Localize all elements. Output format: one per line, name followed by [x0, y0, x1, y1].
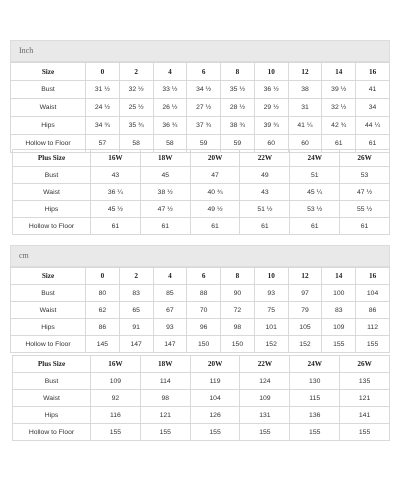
- table-row: [11, 319, 390, 336]
- measurement-value: 85: [153, 285, 187, 302]
- inch-size-table: [10, 62, 390, 153]
- column-header-size: 18W: [140, 150, 190, 167]
- measurement-value: 36 ¼: [91, 184, 141, 201]
- measurement-value: 83: [322, 302, 356, 319]
- measurement-value: 55 ½: [340, 201, 390, 218]
- table-row: [11, 117, 390, 135]
- measurement-value: 83: [119, 285, 153, 302]
- measurement-value: 136: [290, 407, 340, 424]
- column-header-size: 20W: [190, 356, 240, 373]
- measurement-value: 39 ¾: [254, 117, 288, 135]
- column-header-size: 10: [254, 63, 288, 81]
- measurement-value: 34: [356, 99, 390, 117]
- measurement-value: 60: [254, 135, 288, 153]
- column-header-size: 6: [187, 63, 221, 81]
- inch-plus-size-table: [12, 149, 390, 235]
- measurement-value: 45: [140, 167, 190, 184]
- measurement-value: 53 ½: [290, 201, 340, 218]
- table-row: [11, 81, 390, 99]
- table-row: [13, 218, 390, 235]
- measurement-value: 36 ¾: [153, 117, 187, 135]
- measurement-value: 28 ½: [221, 99, 255, 117]
- measurement-value: 34 ¾: [86, 117, 120, 135]
- measurement-label: Bust: [11, 285, 86, 302]
- column-header-size: 16W: [91, 150, 141, 167]
- measurement-value: 86: [356, 302, 390, 319]
- measurement-value: 61: [290, 218, 340, 235]
- column-header-label: Plus Size: [13, 356, 91, 373]
- cm-plus-size-table: [12, 355, 390, 441]
- measurement-label: Hips: [13, 407, 91, 424]
- measurement-value: 155: [356, 336, 390, 353]
- column-header-size: 0: [86, 63, 120, 81]
- measurement-value: 150: [221, 336, 255, 353]
- measurement-value: 58: [119, 135, 153, 153]
- column-header-size: 24W: [290, 150, 340, 167]
- column-header-size: 22W: [240, 356, 290, 373]
- measurement-value: 150: [187, 336, 221, 353]
- measurement-value: 51: [290, 167, 340, 184]
- measurement-value: 135: [340, 373, 390, 390]
- column-header-size: 12: [288, 63, 322, 81]
- measurement-value: 147: [153, 336, 187, 353]
- measurement-value: 33 ½: [153, 81, 187, 99]
- table-row: [13, 201, 390, 218]
- measurement-value: 42 ¾: [322, 117, 356, 135]
- measurement-value: 121: [140, 407, 190, 424]
- measurement-value: 147: [119, 336, 153, 353]
- measurement-value: 121: [340, 390, 390, 407]
- measurement-value: 53: [340, 167, 390, 184]
- measurement-value: 61: [322, 135, 356, 153]
- column-header-size: 10: [254, 268, 288, 285]
- measurement-label: Bust: [13, 167, 91, 184]
- column-header-size: 12: [288, 268, 322, 285]
- measurement-label: Waist: [13, 184, 91, 201]
- measurement-label: Hollow to Floor: [13, 424, 91, 441]
- header-row: [13, 356, 390, 373]
- measurement-value: 31: [288, 99, 322, 117]
- measurement-value: 35 ½: [221, 81, 255, 99]
- column-header-size: 16: [356, 63, 390, 81]
- measurement-value: 60: [288, 135, 322, 153]
- column-header-size: 4: [153, 63, 187, 81]
- column-header-size: 14: [322, 63, 356, 81]
- measurement-value: 92: [91, 390, 141, 407]
- measurement-value: 145: [86, 336, 120, 353]
- measurement-value: 38 ¾: [221, 117, 255, 135]
- table-row: [11, 336, 390, 353]
- unit-label-cm: cm: [19, 251, 29, 260]
- measurement-value: 112: [356, 319, 390, 336]
- measurement-value: 38 ½: [140, 184, 190, 201]
- column-header-label: Size: [11, 63, 86, 81]
- measurement-label: Hips: [13, 201, 91, 218]
- measurement-value: 152: [254, 336, 288, 353]
- measurement-label: Hollow to Floor: [11, 135, 86, 153]
- measurement-value: 96: [187, 319, 221, 336]
- measurement-label: Waist: [13, 390, 91, 407]
- measurement-value: 75: [254, 302, 288, 319]
- measurement-value: 45 ½: [91, 201, 141, 218]
- measurement-value: 67: [153, 302, 187, 319]
- column-header-size: 26W: [340, 356, 390, 373]
- measurement-value: 126: [190, 407, 240, 424]
- cm-size-table: [10, 267, 390, 353]
- measurement-value: 109: [322, 319, 356, 336]
- measurement-value: 90: [221, 285, 255, 302]
- measurement-value: 70: [187, 302, 221, 319]
- inch-section-header: [10, 40, 390, 62]
- table-row: [13, 407, 390, 424]
- measurement-value: 32 ½: [322, 99, 356, 117]
- column-header-size: 2: [119, 268, 153, 285]
- measurement-label: Hips: [11, 117, 86, 135]
- column-header-size: 22W: [240, 150, 290, 167]
- measurement-value: 41 ¼: [288, 117, 322, 135]
- measurement-value: 80: [86, 285, 120, 302]
- column-header-size: 24W: [290, 356, 340, 373]
- measurement-value: 72: [221, 302, 255, 319]
- column-header-size: 8: [221, 63, 255, 81]
- measurement-value: 155: [190, 424, 240, 441]
- column-header-size: 14: [322, 268, 356, 285]
- measurement-label: Bust: [11, 81, 86, 99]
- measurement-value: 37 ¾: [187, 117, 221, 135]
- measurement-value: 43: [240, 184, 290, 201]
- measurement-value: 45 ¼: [290, 184, 340, 201]
- measurement-value: 31 ½: [86, 81, 120, 99]
- measurement-value: 44 ¼: [356, 117, 390, 135]
- measurement-value: 61: [240, 218, 290, 235]
- column-header-label: Plus Size: [13, 150, 91, 167]
- measurement-value: 93: [153, 319, 187, 336]
- measurement-value: 61: [91, 218, 141, 235]
- measurement-label: Hollow to Floor: [13, 218, 91, 235]
- measurement-value: 47 ½: [140, 201, 190, 218]
- measurement-value: 104: [190, 390, 240, 407]
- measurement-value: 57: [86, 135, 120, 153]
- measurement-value: 131: [240, 407, 290, 424]
- measurement-value: 47: [190, 167, 240, 184]
- measurement-value: 62: [86, 302, 120, 319]
- column-header-size: 4: [153, 268, 187, 285]
- measurement-label: Bust: [13, 373, 91, 390]
- measurement-value: 29 ½: [254, 99, 288, 117]
- measurement-value: 79: [288, 302, 322, 319]
- column-header-size: 6: [187, 268, 221, 285]
- table-row: [13, 373, 390, 390]
- measurement-value: 155: [91, 424, 141, 441]
- table-row: [13, 390, 390, 407]
- measurement-value: 109: [91, 373, 141, 390]
- measurement-value: 34 ½: [187, 81, 221, 99]
- table-row: [11, 99, 390, 117]
- measurement-value: 152: [288, 336, 322, 353]
- measurement-value: 41: [356, 81, 390, 99]
- measurement-value: 100: [322, 285, 356, 302]
- measurement-value: 155: [340, 424, 390, 441]
- measurement-value: 59: [187, 135, 221, 153]
- measurement-value: 155: [322, 336, 356, 353]
- header-row: [11, 63, 390, 81]
- measurement-value: 116: [91, 407, 141, 424]
- measurement-value: 51 ½: [240, 201, 290, 218]
- table-row: [13, 424, 390, 441]
- measurement-value: 86: [86, 319, 120, 336]
- measurement-label: Waist: [11, 99, 86, 117]
- measurement-value: 26 ½: [153, 99, 187, 117]
- measurement-value: 155: [290, 424, 340, 441]
- measurement-value: 114: [140, 373, 190, 390]
- measurement-value: 109: [240, 390, 290, 407]
- measurement-value: 61: [190, 218, 240, 235]
- measurement-label: Hollow to Floor: [11, 336, 86, 353]
- measurement-value: 98: [221, 319, 255, 336]
- unit-label-inch: Inch: [19, 46, 34, 55]
- measurement-value: 61: [340, 218, 390, 235]
- column-header-size: 2: [119, 63, 153, 81]
- measurement-value: 24 ½: [86, 99, 120, 117]
- measurement-value: 36 ½: [254, 81, 288, 99]
- table-row: [11, 302, 390, 319]
- measurement-value: 105: [288, 319, 322, 336]
- measurement-value: 88: [187, 285, 221, 302]
- measurement-value: 61: [356, 135, 390, 153]
- measurement-value: 49: [240, 167, 290, 184]
- measurement-value: 119: [190, 373, 240, 390]
- measurement-value: 38: [288, 81, 322, 99]
- table-row: [11, 285, 390, 302]
- table-row: [13, 167, 390, 184]
- measurement-value: 104: [356, 285, 390, 302]
- measurement-value: 93: [254, 285, 288, 302]
- measurement-label: Hips: [11, 319, 86, 336]
- column-header-label: Size: [11, 268, 86, 285]
- measurement-value: 101: [254, 319, 288, 336]
- column-header-size: 8: [221, 268, 255, 285]
- measurement-value: 49 ½: [190, 201, 240, 218]
- measurement-value: 91: [119, 319, 153, 336]
- table-row: [13, 184, 390, 201]
- measurement-value: 155: [240, 424, 290, 441]
- cm-section-header: [10, 245, 390, 267]
- measurement-value: 25 ½: [119, 99, 153, 117]
- column-header-size: 20W: [190, 150, 240, 167]
- measurement-value: 61: [140, 218, 190, 235]
- column-header-size: 18W: [140, 356, 190, 373]
- measurement-value: 115: [290, 390, 340, 407]
- header-row: [11, 268, 390, 285]
- column-header-size: 26W: [340, 150, 390, 167]
- measurement-value: 98: [140, 390, 190, 407]
- measurement-value: 39 ½: [322, 81, 356, 99]
- column-header-size: 0: [86, 268, 120, 285]
- column-header-size: 16W: [91, 356, 141, 373]
- measurement-value: 65: [119, 302, 153, 319]
- column-header-size: 16: [356, 268, 390, 285]
- measurement-value: 155: [140, 424, 190, 441]
- measurement-value: 40 ¾: [190, 184, 240, 201]
- measurement-value: 58: [153, 135, 187, 153]
- measurement-value: 59: [221, 135, 255, 153]
- measurement-value: 124: [240, 373, 290, 390]
- measurement-value: 97: [288, 285, 322, 302]
- measurement-label: Waist: [11, 302, 86, 319]
- measurement-value: 27 ½: [187, 99, 221, 117]
- measurement-value: 32 ½: [119, 81, 153, 99]
- measurement-value: 43: [91, 167, 141, 184]
- measurement-value: 35 ¾: [119, 117, 153, 135]
- header-row: [13, 150, 390, 167]
- measurement-value: 130: [290, 373, 340, 390]
- measurement-value: 141: [340, 407, 390, 424]
- measurement-value: 47 ½: [340, 184, 390, 201]
